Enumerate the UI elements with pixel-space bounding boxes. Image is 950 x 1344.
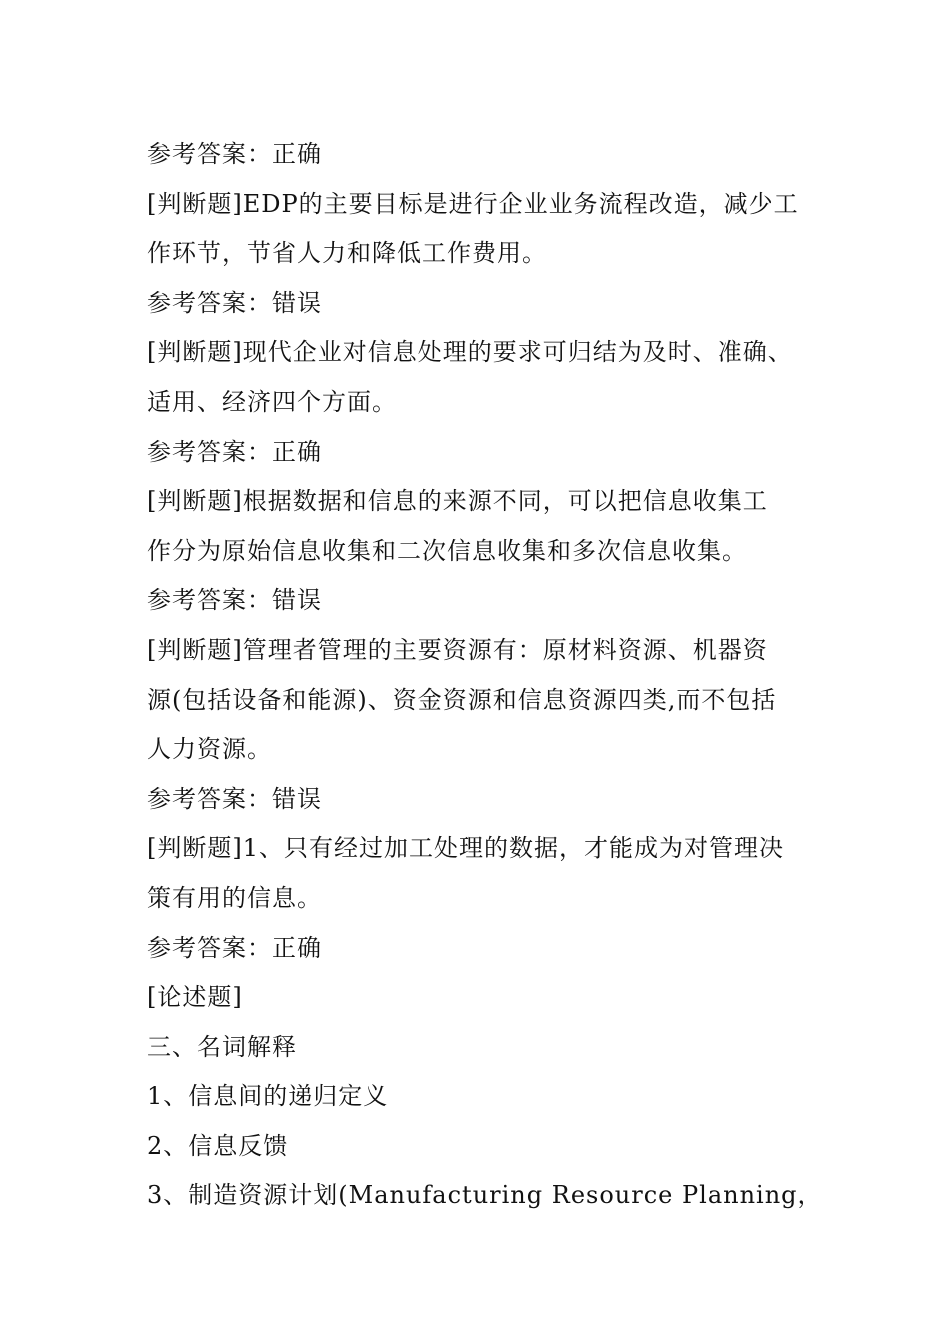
question-line: [判断题]EDP的主要目标是进行企业业务流程改造，减少工 xyxy=(147,189,799,218)
answer-line: 参考答案：错误 xyxy=(147,288,322,317)
answer-line: 参考答案：正确 xyxy=(147,437,322,466)
answer-line: 参考答案：正确 xyxy=(147,933,322,962)
question-line: [判断题]1、只有经过加工处理的数据，才能成为对管理决 xyxy=(147,834,784,863)
question-line: 作分为原始信息收集和二次信息收集和多次信息收集。 xyxy=(147,536,747,565)
document-body xyxy=(147,130,823,1221)
question-line: 人力资源。 xyxy=(147,735,272,764)
question-line: [判断题]根据数据和信息的来源不同，可以把信息收集工 xyxy=(147,487,768,516)
question-line: [判断题]现代企业对信息处理的要求可归结为及时、准确、 xyxy=(147,338,793,367)
question-line: [判断题]管理者管理的主要资源有：原材料资源、机器资 xyxy=(147,635,768,664)
answer-line: 参考答案：错误 xyxy=(147,784,322,813)
question-line: 策有用的信息。 xyxy=(147,883,322,912)
question-line: 源(包括设备和能源)、资金资源和信息资源四类,而不包括 xyxy=(147,685,777,714)
section-heading: [论述题] xyxy=(147,983,243,1012)
term-item: 1、信息间的递归定义 xyxy=(147,1082,389,1111)
term-item: 2、信息反馈 xyxy=(147,1131,289,1160)
term-item: 3、制造资源计划(Manufacturing Resource Planning， xyxy=(147,1181,823,1210)
answer-line: 参考答案：正确 xyxy=(147,140,322,168)
question-line: 作环节，节省人力和降低工作费用。 xyxy=(147,239,547,268)
answer-line: 参考答案：错误 xyxy=(147,586,322,615)
question-line: 适用、经济四个方面。 xyxy=(147,387,397,416)
section-heading: 三、名词解释 xyxy=(147,1032,297,1061)
